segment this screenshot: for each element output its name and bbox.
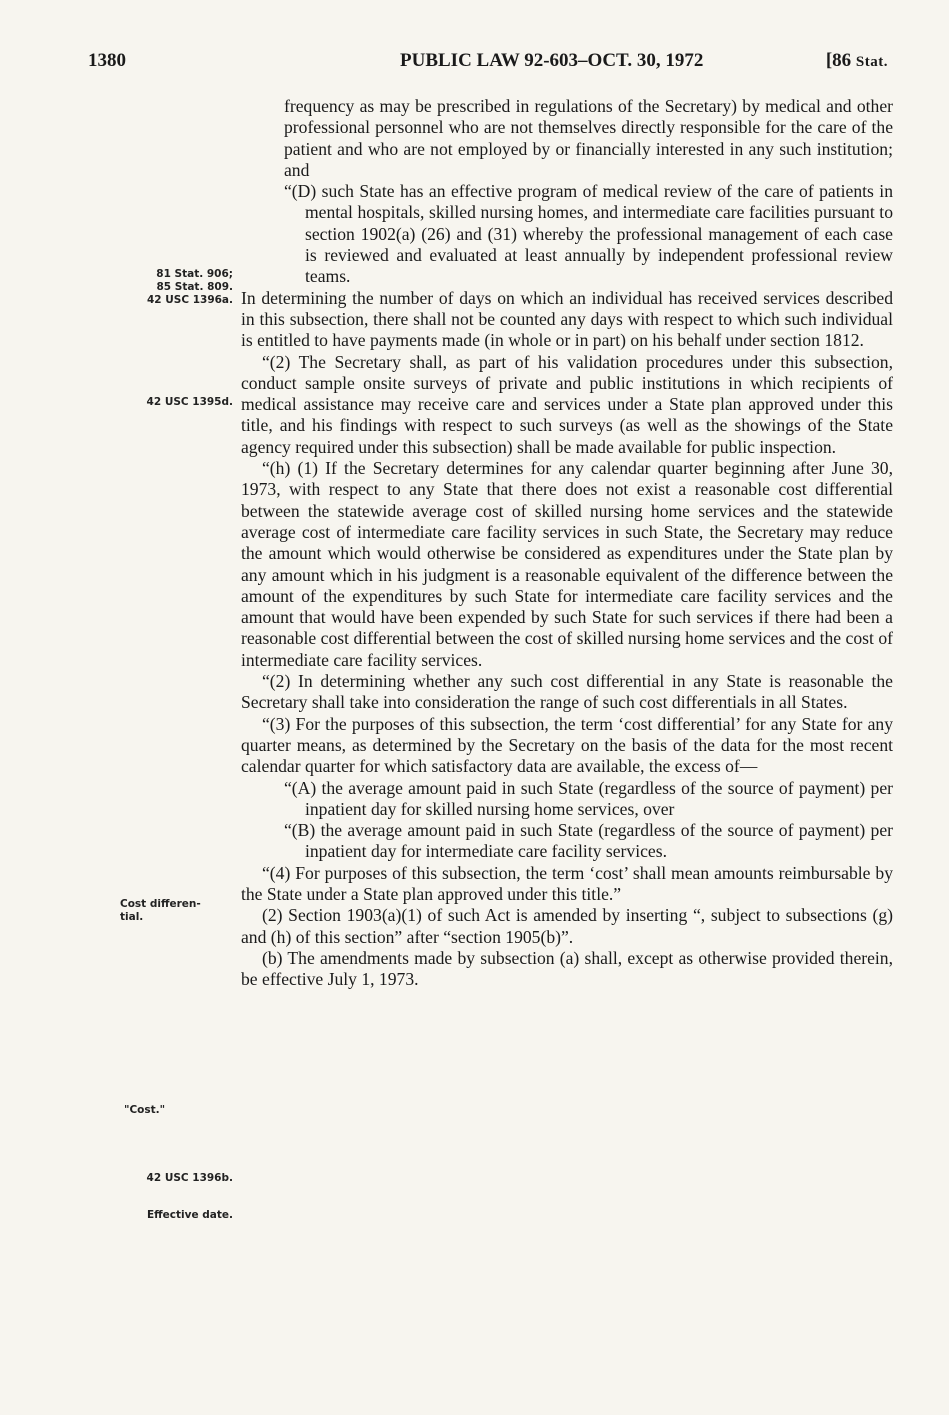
- statute-label: Stat.: [855, 54, 888, 70]
- paragraph-h-3-a: “(A) the average amount paid in such State (regardless of the source of payment) per inpatient day for skilled nursing home services, over: [284, 777, 893, 819]
- margin-note-statute-citation: 81 Stat. 906; 85 Stat. 809. 42 USC 1396a.: [146, 268, 233, 306]
- statute-reference: [826, 50, 888, 72]
- paragraph-h-3-b: “(B) the average amount paid in such State (regardless of the source of payment) per inpatient day for intermediate care facility services.: [284, 820, 893, 862]
- paragraph-2-validation: “(2) The Secretary shall, as part of his validation procedures under this subsection, conduct sample onsite surveys of private and public institutions in which recipients of medical assistance may receive care and services under a State plan approved under this title, and his findings with respect to such surveys (as well as the showings of the State agency required under this subsection) shall be made available for public inspection.: [241, 351, 893, 457]
- margin-note-cost: "Cost.": [124, 1104, 166, 1116]
- margin-note-usc-1396b: 42 USC 1396b.: [146, 1172, 233, 1184]
- statute-volume: [86: [825, 50, 856, 71]
- paragraph-c-continuation: frequency as may be prescribed in regulations of the Secretary) by medical and other professional personnel who are not themselves directly responsible for the care of the patient and who are not employed by or financially interested in any such institution; and: [284, 96, 893, 180]
- paragraph-section-1903: (2) Section 1903(a)(1) of such Act is amended by inserting “, subject to subsections (g) and (h) of this section” after “section 1905(b)”.: [241, 905, 893, 947]
- paragraph-d: “(D) such State has an effective program of medical review of the care of patients in mental hospitals, skilled nursing homes, and intermediate care facilities pursuant to section 1902(a) (26) and (31) whereby the professional management of each case is reviewed and evaluated at least annually by independent professional review teams.: [284, 181, 893, 287]
- paragraph-effective-date: (b) The amendments made by subsection (a) shall, except as otherwise provided therein, be effective July 1, 1973.: [241, 947, 893, 990]
- paragraph-h-2: “(2) In determining whether any such cost differential in any State is reasonable the Secretary shall take into consideration the range of such cost differentials in all States.: [241, 671, 893, 713]
- law-title: PUBLIC LAW 92-603–OCT. 30, 1972: [400, 50, 704, 71]
- paragraph-h-3: “(3) For the purposes of this subsection, the term ‘cost differential’ for any State for any quarter means, as determined by the Secretary on the basis of the data for the most recent calendar quarter for which satisfactory data are available, the excess of—: [241, 713, 893, 777]
- paragraph-days-counting: In determining the number of days on which an individual has received services described in this subsection, there shall not be counted any days with respect to which such individual is entitled to have payments made (in whole or in part) on his behalf under section 1812.: [241, 287, 893, 351]
- margin-note-usc-1395d: 42 USC 1395d.: [146, 396, 233, 408]
- margin-note-cost-differential: Cost differen- tial.: [120, 898, 201, 923]
- margin-note-effective-date: Effective date.: [147, 1209, 233, 1221]
- margin-notes: [0, 0, 235, 1415]
- paragraph-h-4: “(4) For purposes of this subsection, the term ‘cost’ shall mean amounts reimbursable by the State under a State plan approved under this title.”: [241, 862, 893, 904]
- page-number: 1380: [88, 50, 126, 71]
- paragraph-h-1: “(h) (1) If the Secretary determines for any calendar quarter beginning after June 30, 1973, with respect to any State that there does not exist a reasonable cost differential between the statewide average cost of skilled nursing home services and the statewide average cost of intermediate care facility services in such State, the Secretary may reduce the amount which would otherwise be considered as expenditures under the State plan by any amount which in his judgment is a reasonable equivalent of the difference between the amount of the expenditures by such State for intermediate care facility services and the amount that would have been expended by such State for such services if there had been a reasonable cost differential between the cost of skilled nursing home services and the cost of intermediate care facility services.: [241, 458, 893, 670]
- body-text: [241, 96, 893, 990]
